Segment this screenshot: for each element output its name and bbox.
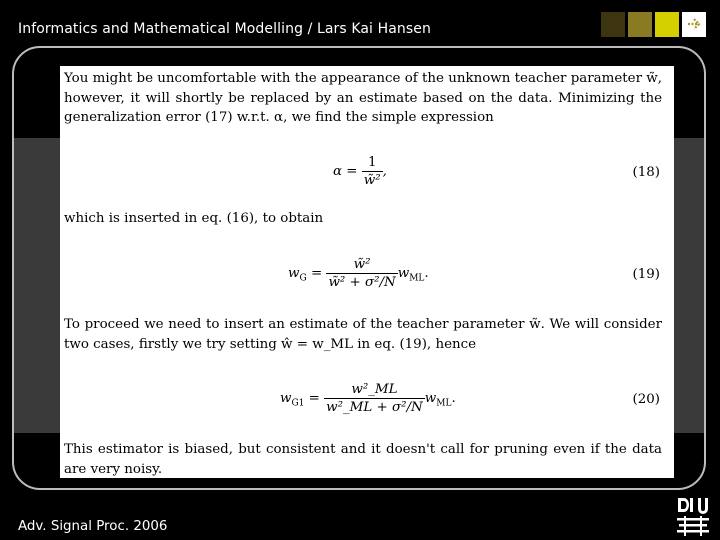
document-page [60, 66, 674, 478]
eq19-fraction [326, 257, 397, 290]
eq19-rhs: w [397, 266, 410, 281]
eq20-numerator: w²_ML [324, 382, 425, 399]
equation-20: $w_{G1}$ = $\frac{\text{w²\_ML}}{\text{w²\_ML + σ²/N}}$ $w_{ML}$. [280, 382, 456, 415]
eq20-denominator: w²_ML + σ²/N [326, 400, 423, 415]
dtu-logo [676, 496, 710, 538]
color-square-1 [601, 12, 625, 37]
eq20-lhs: w [280, 391, 292, 406]
eq18-lhs: α = [333, 164, 358, 179]
eq19-numerator: w̃² [326, 257, 397, 274]
paragraph-4: This estimator is biased, but consistent and it doesn't call for pruning even if the data are very noisy. [64, 442, 662, 477]
nav-arrow-button[interactable] [682, 12, 706, 37]
eq18-numerator: 1 [362, 155, 383, 172]
eq20-rhs: w [424, 391, 437, 406]
equation-18 [333, 155, 387, 188]
equation-number-19: (19) [632, 267, 660, 282]
equation-19: $w_G$ = $\frac{\text{w̃²}}{\text{w̃² + σ²/N}}$ $w_{ML}$. [288, 257, 429, 290]
eq18-fraction [362, 155, 383, 188]
equation-number-18: (18) [632, 165, 660, 180]
arrow-icon [685, 15, 703, 33]
color-square-3 [655, 12, 679, 37]
eq19-denominator: w̃² + σ²/N [328, 275, 396, 290]
eq19-lhs: w [288, 266, 300, 281]
eq19-rhs-sub: ML [409, 273, 425, 284]
eq20-rhs-sub: ML [436, 398, 452, 409]
eq19-lhs-sub: G [299, 273, 307, 284]
eq20-fraction [324, 382, 425, 415]
paragraph-2: which is inserted in eq. (16), to obtain [64, 211, 324, 226]
equation-number-20: (20) [632, 392, 660, 407]
eq20-lhs-sub: G1 [291, 398, 305, 409]
paragraph-3: To proceed we need to insert an estimate of the teacher parameter w̃. We will consider two cases, firstly we try setting ŵ = w_ML in eq. (19), hence [64, 317, 662, 352]
footer-text: Adv. Signal Proc. 2006 [18, 519, 168, 534]
header-title: Informatics and Mathematical Modelling / Lars Kai Hansen [18, 21, 431, 37]
eq18-tail: , [382, 164, 387, 179]
paragraph-1: You might be uncomfortable with the appearance of the unknown teacher parameter w̃, however, it will shortly be replaced by an estimate based on the data. Minimizing the generalization error (17) w.r.t. α, we find the simple expression [64, 71, 662, 125]
color-square-2 [628, 12, 652, 37]
eq18-denominator: w̃² [363, 173, 381, 188]
